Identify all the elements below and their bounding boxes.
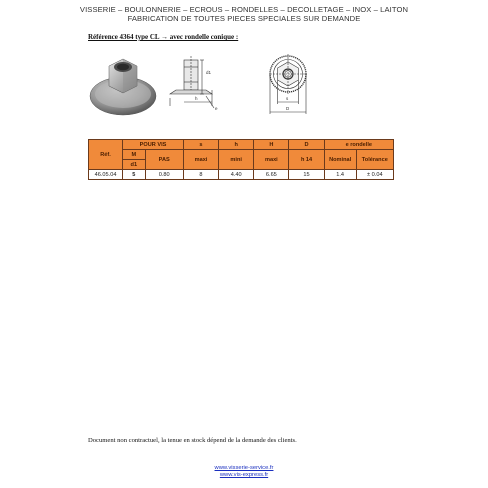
th-s-maxi: maxi <box>183 150 218 170</box>
header-line-2: FABRICATION DE TOUTES PIECES SPECIALES SUR DEMANDE <box>127 14 361 23</box>
th-H: H <box>254 140 289 150</box>
cell-tolerance: ± 0.04 <box>356 170 393 180</box>
spec-table <box>88 139 394 180</box>
label-h: h <box>195 96 198 101</box>
cell-D: 15 <box>289 170 324 180</box>
th-H-maxi: maxi <box>254 150 289 170</box>
th-e-rondelle: e rondelle <box>324 140 393 150</box>
cell-H: 6.65 <box>254 170 289 180</box>
th-tolerance: Tolérance <box>356 150 393 170</box>
cell-h: 4.40 <box>219 170 254 180</box>
th-pour-vis: POUR VIS <box>123 140 184 150</box>
label-s: s <box>286 96 289 101</box>
th-d1: d1 <box>123 160 145 170</box>
th-pas: PAS <box>145 150 183 170</box>
top-view-drawing <box>258 50 318 118</box>
cell-nominal: 1.4 <box>324 170 356 180</box>
link-vis-express[interactable]: www.vis-express.fr <box>219 472 269 478</box>
th-nominal: Nominal <box>324 150 356 170</box>
th-D: D <box>289 140 324 150</box>
page-header <box>0 5 488 23</box>
label-d1: d1 <box>206 70 212 75</box>
table-header-row-2 <box>89 150 394 160</box>
th-ref: Réf. <box>89 140 123 170</box>
side-view-drawing <box>168 52 228 116</box>
th-m: M <box>123 150 145 160</box>
label-e: e <box>215 106 218 111</box>
label-D: D <box>286 106 290 111</box>
disclaimer-note: Document non contractuel, la tenue en stock dépend de la demande des clients. <box>88 437 297 444</box>
th-D-h14: h 14 <box>289 150 324 170</box>
header-line-1: VISSERIE – BOULONNERIE – ECROUS – RONDELLES – DECOLLETAGE – INOX – LAITON <box>79 5 409 14</box>
table-header-row-1 <box>89 140 394 150</box>
cell-ref: 46.05.04 <box>89 170 123 180</box>
cell-s: 8 <box>183 170 218 180</box>
cell-m: 5 <box>123 170 145 180</box>
nut-photo <box>88 52 158 122</box>
table-row <box>89 170 394 180</box>
th-h-mini: mini <box>219 150 254 170</box>
link-visserie-service[interactable]: www.visserie-service.fr <box>214 465 274 471</box>
cell-pas: 0.80 <box>145 170 183 180</box>
reference-title: Référence 4364 type CL → avec rondelle conique : <box>88 33 239 41</box>
th-h: h <box>219 140 254 150</box>
th-s: s <box>183 140 218 150</box>
